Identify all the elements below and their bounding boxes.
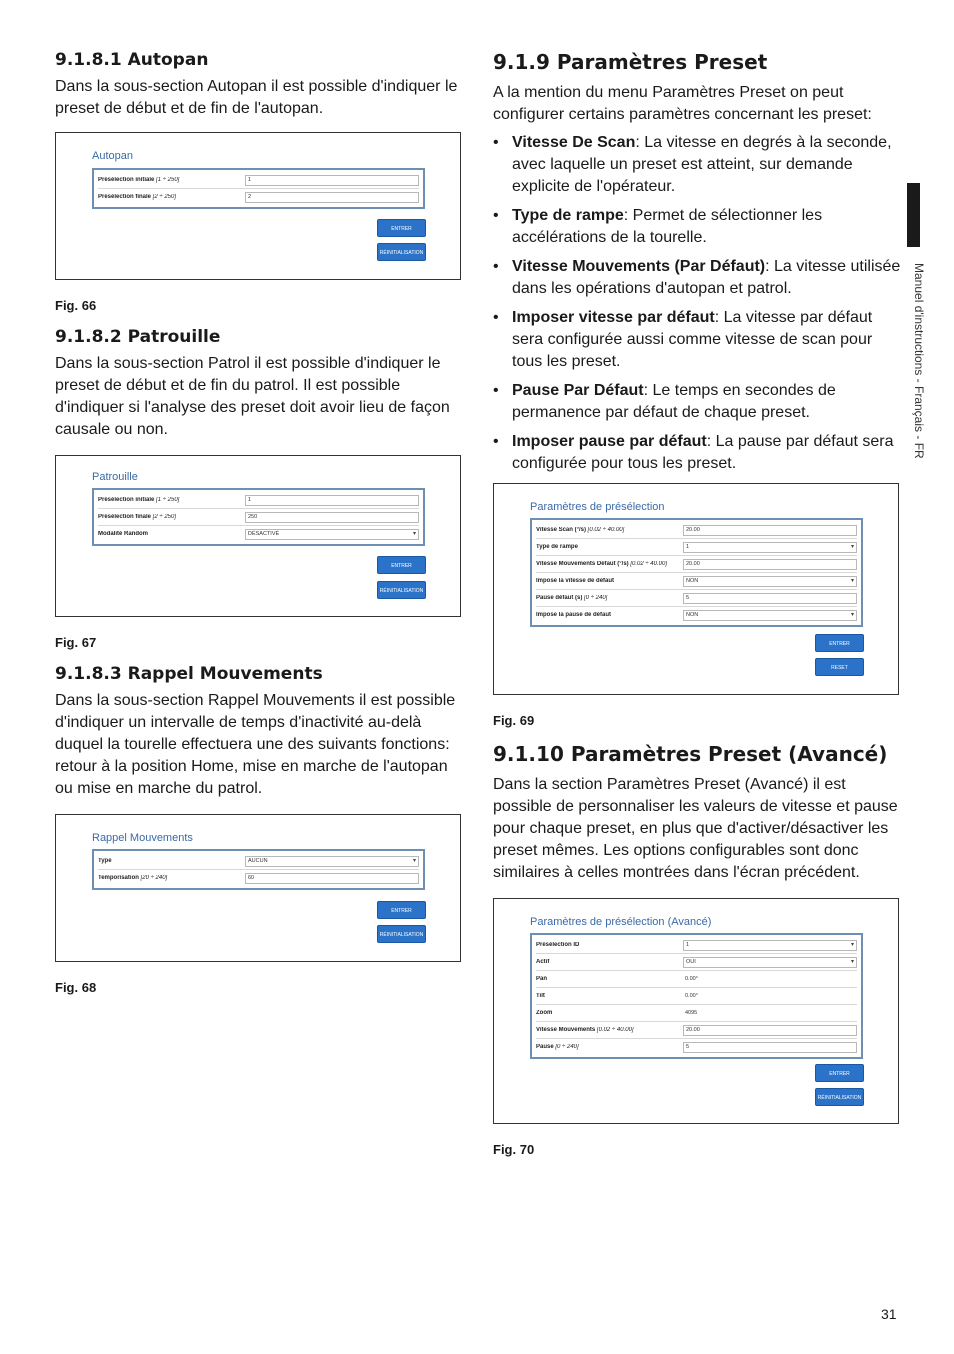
form-row xyxy=(536,556,857,573)
list-item: • Imposer vitesse par défaut: La vitesse par défaut sera configurée aussi comme vitesse de scan pour tous les preset. xyxy=(493,307,903,373)
autopan-screenshot xyxy=(55,132,461,280)
field-label: Présélection initiale [1 ÷ 250] xyxy=(98,177,180,183)
autopan-panel-title: Autopan xyxy=(92,150,133,162)
preset-panel-title: Paramètres de présélection xyxy=(530,501,665,513)
form-row xyxy=(536,573,857,590)
zoom-value: 4095 xyxy=(683,1009,857,1018)
section-heading-autopan: 9.1.8.1 Autopan xyxy=(55,50,209,70)
active-select[interactable]: OUI ▾ xyxy=(683,957,857,968)
rappel-description: Dans la sous-section Rappel Mouvements il est possible d'indiquer un intervalle de temps d'inactivité au-delà duquel la tourelle effectuera une des suivants fonctions: retour à la position Home, mise en marche de l'autopan ou mise en marche du patrol. xyxy=(55,692,456,797)
form-row xyxy=(536,1005,857,1022)
list-item: • Type de rampe: Permet de sélectionner les accélérations de la tourelle. xyxy=(493,205,903,249)
form-row xyxy=(536,954,857,971)
field-label: Vitesse Mouvements Défaut (°/s) [0.02 ÷ 40.00] xyxy=(536,561,667,567)
form-row xyxy=(536,607,857,623)
reset-button[interactable]: RÉINITIALISATION xyxy=(377,581,426,599)
patrouille-description: Dans la sous-section Patrol il est possible d'indiquer le preset de début et de fin du patrol. Il est possible d'indiquer si l'analyse des preset doit avoir lieu de façon causale ou non. xyxy=(55,355,450,438)
form-row xyxy=(98,853,419,870)
enter-button[interactable]: ENTRER xyxy=(377,556,426,574)
patrouille-screenshot xyxy=(55,455,461,617)
field-label: Impose la vitesse de défaut xyxy=(536,578,615,584)
pan-value: 0.00° xyxy=(683,975,857,984)
figure-caption: Fig. 67 xyxy=(55,635,97,650)
form-row xyxy=(536,590,857,607)
preset-advanced-panel-title: Paramètres de présélection (Avancé) xyxy=(530,916,712,928)
side-label: Manuel d'instructions - Français - FR xyxy=(912,263,926,459)
form-row xyxy=(98,509,419,526)
default-pause-input[interactable]: 5 xyxy=(683,593,857,604)
field-label: Vitesse Scan (°/s) [0.02 ÷ 40.00] xyxy=(536,527,625,533)
preset-intro: A la mention du menu Paramètres Preset on peut configurer certains paramètres concernant les preset: xyxy=(493,84,872,123)
default-speed-input[interactable]: 20.00 xyxy=(683,559,857,570)
field-label: Pause défaut (s) [0 ÷ 240] xyxy=(536,595,608,601)
figure-caption: Fig. 68 xyxy=(55,980,97,995)
form-row xyxy=(98,526,419,542)
form-row xyxy=(536,971,857,988)
list-item: • Imposer pause par défaut: La pause par défaut sera configurée pour tous les preset. xyxy=(493,431,903,475)
patrouille-panel-title: Patrouille xyxy=(92,471,138,483)
tilt-value: 0.00° xyxy=(683,992,857,1001)
form-row xyxy=(98,492,419,509)
preset-form xyxy=(530,518,863,627)
field-label: Présélection finale [2 ÷ 250] xyxy=(98,194,177,200)
field-label: Type de rampe xyxy=(536,544,578,550)
rappel-form xyxy=(92,849,425,890)
right-column xyxy=(493,50,903,1157)
field-label: Présélection finale [2 ÷ 250] xyxy=(98,514,177,520)
rappel-screenshot xyxy=(55,814,461,962)
pause-input[interactable]: 5 xyxy=(683,1042,857,1053)
form-row xyxy=(536,937,857,954)
figure-caption: Fig. 70 xyxy=(493,1142,535,1157)
reset-button[interactable]: RÉINITIALISATION xyxy=(377,925,426,943)
list-item: • Vitesse Mouvements (Par Défaut): La vitesse utilisée dans les opérations d'autopan et patrol. xyxy=(493,256,903,300)
field-label: Pan xyxy=(536,976,548,982)
figure-caption: Fig. 69 xyxy=(493,713,535,728)
form-row xyxy=(536,988,857,1005)
impose-pause-select[interactable]: NON ▾ xyxy=(683,610,857,621)
field-label: Pause [0 ÷ 240] xyxy=(536,1044,579,1050)
section-heading-patrouille: 9.1.8.2 Patrouille xyxy=(55,327,221,347)
reset-button[interactable]: RESET xyxy=(815,658,864,676)
patrouille-form xyxy=(92,488,425,546)
autopan-description: Dans la sous-section Autopan il est possible d'indiquer le preset de début et de fin de l'autopan. xyxy=(55,78,458,117)
rappel-panel-title: Rappel Mouvements xyxy=(92,832,193,844)
final-preset-input[interactable]: 2 xyxy=(245,192,419,203)
field-label: Tilt xyxy=(536,993,545,999)
preset-advanced-screenshot xyxy=(493,898,899,1124)
side-tab-marker xyxy=(907,183,920,247)
form-row xyxy=(98,870,419,886)
field-label: Présélection ID xyxy=(536,942,580,948)
movement-speed-input[interactable]: 20.00 xyxy=(683,1025,857,1036)
section-heading-rappel: 9.1.8.3 Rappel Mouvements xyxy=(55,664,323,684)
field-label: Zoom xyxy=(536,1010,553,1016)
reset-button[interactable]: RÉINITIALISATION xyxy=(377,243,426,261)
preset-screenshot xyxy=(493,483,899,695)
reset-button[interactable]: RÉINITIALISATION xyxy=(815,1088,864,1106)
preset-parameter-list xyxy=(493,132,903,475)
field-label: Présélection initiale [1 ÷ 250] xyxy=(98,497,180,503)
ramp-type-select[interactable]: 1 ▾ xyxy=(683,542,857,553)
field-label: Vitesse Mouvements [0.02 ÷ 40.00] xyxy=(536,1027,634,1033)
left-column xyxy=(55,50,465,995)
enter-button[interactable]: ENTRER xyxy=(815,1064,864,1082)
section-heading-preset-advanced: 9.1.10 Paramètres Preset (Avancé) xyxy=(493,742,888,766)
initial-preset-input[interactable]: 1 xyxy=(245,175,419,186)
initial-preset-input[interactable]: 1 xyxy=(245,495,419,506)
field-label: Actif xyxy=(536,959,550,965)
form-row xyxy=(98,172,419,189)
figure-caption: Fig. 66 xyxy=(55,298,97,313)
enter-button[interactable]: ENTRER xyxy=(815,634,864,652)
form-row xyxy=(536,522,857,539)
preset-id-select[interactable]: 1 ▾ xyxy=(683,940,857,951)
impose-speed-select[interactable]: NON ▾ xyxy=(683,576,857,587)
form-row xyxy=(536,1039,857,1055)
enter-button[interactable]: ENTRER xyxy=(377,901,426,919)
form-row xyxy=(536,539,857,556)
final-preset-input[interactable]: 250 xyxy=(245,512,419,523)
type-select[interactable]: AUCUN ▾ xyxy=(245,856,419,867)
autopan-form xyxy=(92,168,425,209)
enter-button[interactable]: ENTRER xyxy=(377,219,426,237)
form-row xyxy=(98,189,419,205)
form-row xyxy=(536,1022,857,1039)
scan-speed-input[interactable]: 20.00 xyxy=(683,525,857,536)
field-label: Impose la pause de défaut xyxy=(536,612,612,618)
timeout-input[interactable]: 60 xyxy=(245,873,419,884)
preset-advanced-description: Dans la section Paramètres Preset (Avancé) il est possible de personnaliser les valeurs de vitesse et pause pour chaque preset, en plus que d'activer/désactiver les preset mêmes. Les options configurables sont donc similaires à celles montrées dans l'écran précédent. xyxy=(493,776,898,881)
list-item: • Pause Par Défaut: Le temps en secondes de permanence par défaut de chaque preset. xyxy=(493,380,903,424)
list-item: • Vitesse De Scan: La vitesse en degrés à la seconde, avec laquelle un preset est atteint, sur demande explicite de l'opérateur. xyxy=(493,132,903,198)
section-heading-preset: 9.1.9 Paramètres Preset xyxy=(493,50,768,74)
random-mode-select[interactable]: DÉSACTIVÉ ▾ xyxy=(245,529,419,540)
field-label: Type xyxy=(98,858,112,864)
page-number: 31 xyxy=(881,1306,897,1322)
field-label: Temporisation [20 ÷ 240] xyxy=(98,875,168,881)
field-label: Modalité Random xyxy=(98,531,149,537)
preset-advanced-form xyxy=(530,933,863,1059)
